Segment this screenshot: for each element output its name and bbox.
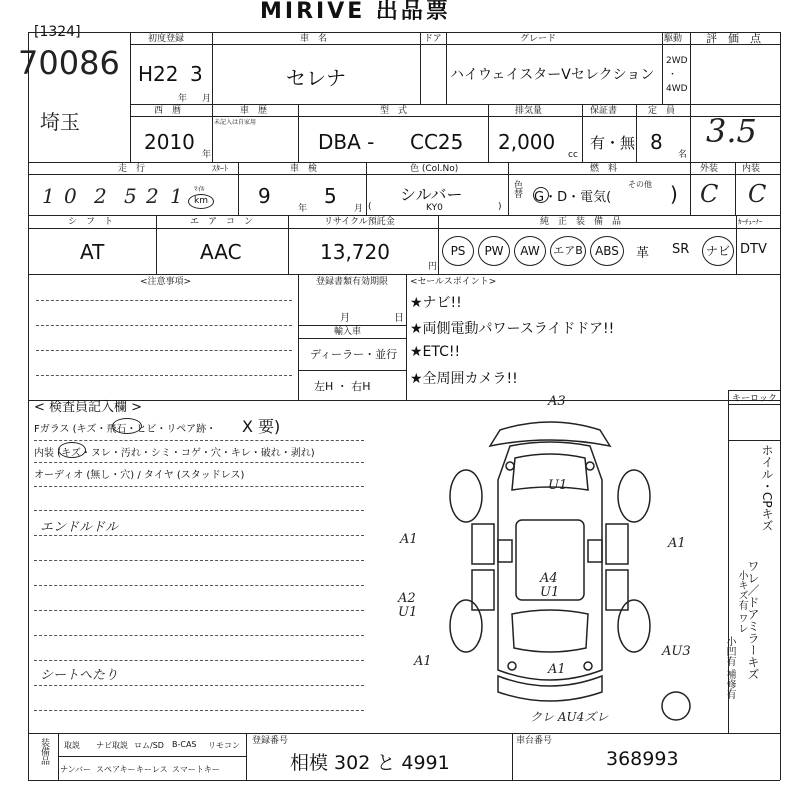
chassis-number: 368993 — [606, 748, 679, 770]
keylock-note-4: 小凹有 補修有 — [724, 636, 735, 700]
footer-cell-rom-sd: ロム/SD — [134, 741, 164, 750]
label-chassis-history: 車 歴 — [240, 106, 268, 116]
label-import: 輸入車 — [334, 327, 362, 337]
inspection-year: 9 — [258, 184, 271, 208]
label-replaced: ｽﾀｰﾄ — [212, 164, 228, 173]
first-reg-era: H22 — [138, 62, 179, 86]
car-diagram — [380, 400, 720, 730]
unit-year: 年 — [178, 94, 188, 104]
fuel-other: その他 — [628, 180, 652, 189]
damage-mark-front-bumper: クレ AU4ズレ — [530, 710, 609, 724]
inspector-line-glass: Fガラス (キズ・飛石・ヒビ・リペア跡・ — [34, 424, 217, 435]
label-plate: 登録番号 — [252, 736, 289, 746]
color-paren: ( — [368, 202, 372, 212]
damage-mark-left-rear: A1 — [400, 532, 418, 547]
drive-2wd: 2WD — [666, 56, 688, 66]
label-grade: グレード — [520, 34, 557, 44]
import-dealer: ディーラー・並行 — [310, 348, 398, 361]
unit-year-2: 年 — [202, 150, 212, 160]
unit-persons: 名 — [678, 150, 688, 160]
first-reg-month: 3 — [190, 62, 203, 86]
label-score: 評 価 点 — [706, 32, 761, 45]
label-doc-deadline: 登録書類有効期限 — [316, 277, 389, 287]
label-fuel: 燃 料 — [590, 164, 618, 174]
interior-scratch-circled — [58, 442, 86, 458]
equip-airbag-circled: エアB — [550, 236, 586, 266]
damage-mark-rear-body: U1 — [548, 478, 568, 493]
label-displacement: 排気量 — [515, 106, 543, 116]
form-title: MIRIVE 出品票 — [260, 0, 451, 24]
aircon-value: AAC — [200, 240, 242, 264]
sales-point-3: ★ETC!! — [410, 344, 461, 360]
interior-grade: C — [748, 180, 767, 208]
label-notes: <注意事項> — [140, 277, 192, 287]
equip-sr: SR — [672, 242, 690, 257]
mileage-digit-5: 2 — [146, 184, 159, 208]
lot-number: 70086 — [18, 44, 120, 82]
region: 埼玉 — [40, 110, 80, 134]
label-equipment: 純 正 装 備 品 — [540, 217, 622, 227]
label-color-change: 色替 — [512, 180, 522, 198]
keylock-note-2: ワレ／ドアミラーキズ — [746, 560, 760, 680]
recycle-value: 13,720 — [320, 240, 390, 264]
sales-point-2: ★両側電動パワースライドドア!! — [410, 321, 615, 337]
mileage-digit-6: 1 — [170, 184, 183, 208]
label-sales-points: <セールスポイント> — [410, 277, 497, 287]
unit-year-3: 年 — [298, 204, 308, 214]
deadline-day: 日 — [394, 313, 404, 324]
footer-cell-remote: リモコン — [208, 741, 240, 750]
footer-cell-bcas: B-CAS — [172, 740, 197, 749]
label-inspection: 車 検 — [290, 164, 318, 174]
unit-month: 月 — [202, 94, 212, 104]
deadline-month: 月 — [340, 313, 350, 324]
footer-cell-keyless: キーレス — [136, 765, 168, 774]
keylock-note-3: 小キズ有 ワレ — [736, 570, 747, 634]
mileage-digit-1: 1 — [42, 184, 55, 208]
color: シルバー — [400, 185, 463, 204]
score-value: 3.5 — [706, 112, 757, 150]
label-capacity: 定 員 — [648, 106, 676, 116]
footer-cell-navi-manual: ナビ取説 — [96, 741, 128, 750]
label-car-name: 車 名 — [300, 34, 328, 44]
fuel: G・D・電気( — [534, 190, 612, 205]
label-drive: 駆動 — [664, 34, 683, 44]
equip-abs-circled: ABS — [590, 236, 624, 266]
inspector-label: < 検査員記入欄 > — [34, 400, 143, 415]
label-shift: シ フ ト — [68, 217, 114, 227]
exterior-grade: C — [700, 180, 719, 208]
damage-mark-left-front: A1 — [414, 654, 432, 669]
mileage-digit-3: 2 — [94, 184, 107, 208]
label-door: ドア — [424, 34, 442, 44]
displacement: 2,000 — [498, 130, 556, 154]
color-paren-close: ) — [498, 202, 502, 212]
label-chassis-number: 車台番号 — [516, 736, 553, 746]
plate-number: 相模 302 と 4991 — [290, 752, 450, 774]
inspector-note-2: シートへたり — [40, 668, 119, 683]
inspector-glass-mark: X 要) — [242, 417, 281, 436]
grade: ハイウェイスターVセレクション — [450, 67, 655, 83]
equip-pw-circled: PW — [478, 236, 510, 266]
unit-yen: 円 — [428, 262, 438, 272]
unit-mile: ﾏｲﾙ — [194, 185, 205, 193]
year-value: 2010 — [144, 130, 195, 154]
equip-navi-circled: ナビ — [702, 236, 734, 266]
inspection-month: 5 — [324, 184, 337, 208]
drive-4wd: 4WD — [666, 84, 688, 94]
model-code: CC25 — [410, 130, 464, 154]
label-keylock: キーロック — [732, 394, 777, 404]
lot-number-bracket: [1324] — [34, 24, 81, 40]
damage-mark-right-front: AU3 — [662, 644, 691, 659]
keylock-note-1: ホイル・CPキズ — [760, 444, 774, 532]
fuel-g-circled — [533, 187, 549, 203]
mileage-digit-2: 0 — [64, 184, 77, 208]
shift-value: AT — [80, 240, 105, 264]
label-mileage: 走 行 — [118, 164, 146, 174]
equip-dtv: DTV — [740, 242, 767, 257]
label-recycle: リサイクル預託金 — [324, 217, 395, 227]
sales-point-4: ★全周囲カメラ!! — [410, 371, 518, 387]
footer-cell-manual: 取説 — [64, 741, 80, 750]
footer-cell-number: ナンバー — [60, 765, 92, 774]
model-prefix: DBA - — [318, 130, 375, 154]
footer-cell-smart-key: スマートキー — [172, 765, 220, 774]
unit-km-circled: km — [188, 194, 214, 209]
damage-mark-left-front-door: A2 U1 — [398, 591, 418, 620]
fuel-close: ) — [670, 182, 678, 206]
drive-dot: ・ — [668, 70, 678, 80]
car-name: セレナ — [286, 66, 346, 90]
import-handle: 左H ・ 右H — [314, 380, 371, 393]
chassis-note: 未記入は自家用 — [214, 119, 257, 126]
glass-stone-chip-circled — [112, 418, 142, 434]
equip-aw-circled: AW — [514, 236, 546, 266]
equip-leather: 革 — [636, 246, 650, 261]
label-interior: 内装 — [742, 164, 761, 174]
color-code: KY0 — [426, 203, 443, 213]
unit-month-3: 月 — [354, 204, 364, 214]
damage-mark-front: A1 — [548, 662, 566, 677]
damage-mark-right-rear: A1 — [668, 536, 686, 551]
damage-mark-rear-bumper: A3 — [548, 394, 566, 409]
label-first-registration: 初度登録 — [148, 34, 185, 44]
label-color: 色 (Col.No) — [410, 164, 459, 174]
capacity: 8 — [650, 130, 663, 154]
label-attached: 装備品 — [39, 738, 49, 765]
label-aircon: エ ア コ ン — [190, 217, 254, 227]
damage-mark-roof: A4 U1 — [540, 571, 560, 600]
warranty: 有・無 — [590, 134, 636, 152]
footer-cell-spare-key: スペアキー — [96, 765, 136, 774]
equip-ps-circled: PS — [442, 236, 474, 266]
label-year: 西 暦 — [154, 106, 182, 116]
sales-point-1: ★ナビ!! — [410, 295, 462, 311]
label-model: 型 式 — [380, 106, 408, 116]
inspector-line-audio: オーディオ (無し・穴) / タイヤ (スタッドレス) — [34, 470, 245, 481]
label-tuner: ｶｰﾁｭｰﾅｰ — [738, 218, 763, 226]
label-exterior: 外装 — [700, 164, 719, 174]
inspector-note-1: エンドルドル — [40, 520, 119, 535]
mileage-digit-4: 5 — [124, 184, 137, 208]
inspector-line-interior: 内装 (キズ・ヌレ・汚れ・シミ・コゲ・穴・キレ・破れ・剥れ) — [34, 448, 315, 459]
unit-cc: cc — [568, 150, 578, 160]
label-warranty: 保証書 — [590, 106, 618, 116]
